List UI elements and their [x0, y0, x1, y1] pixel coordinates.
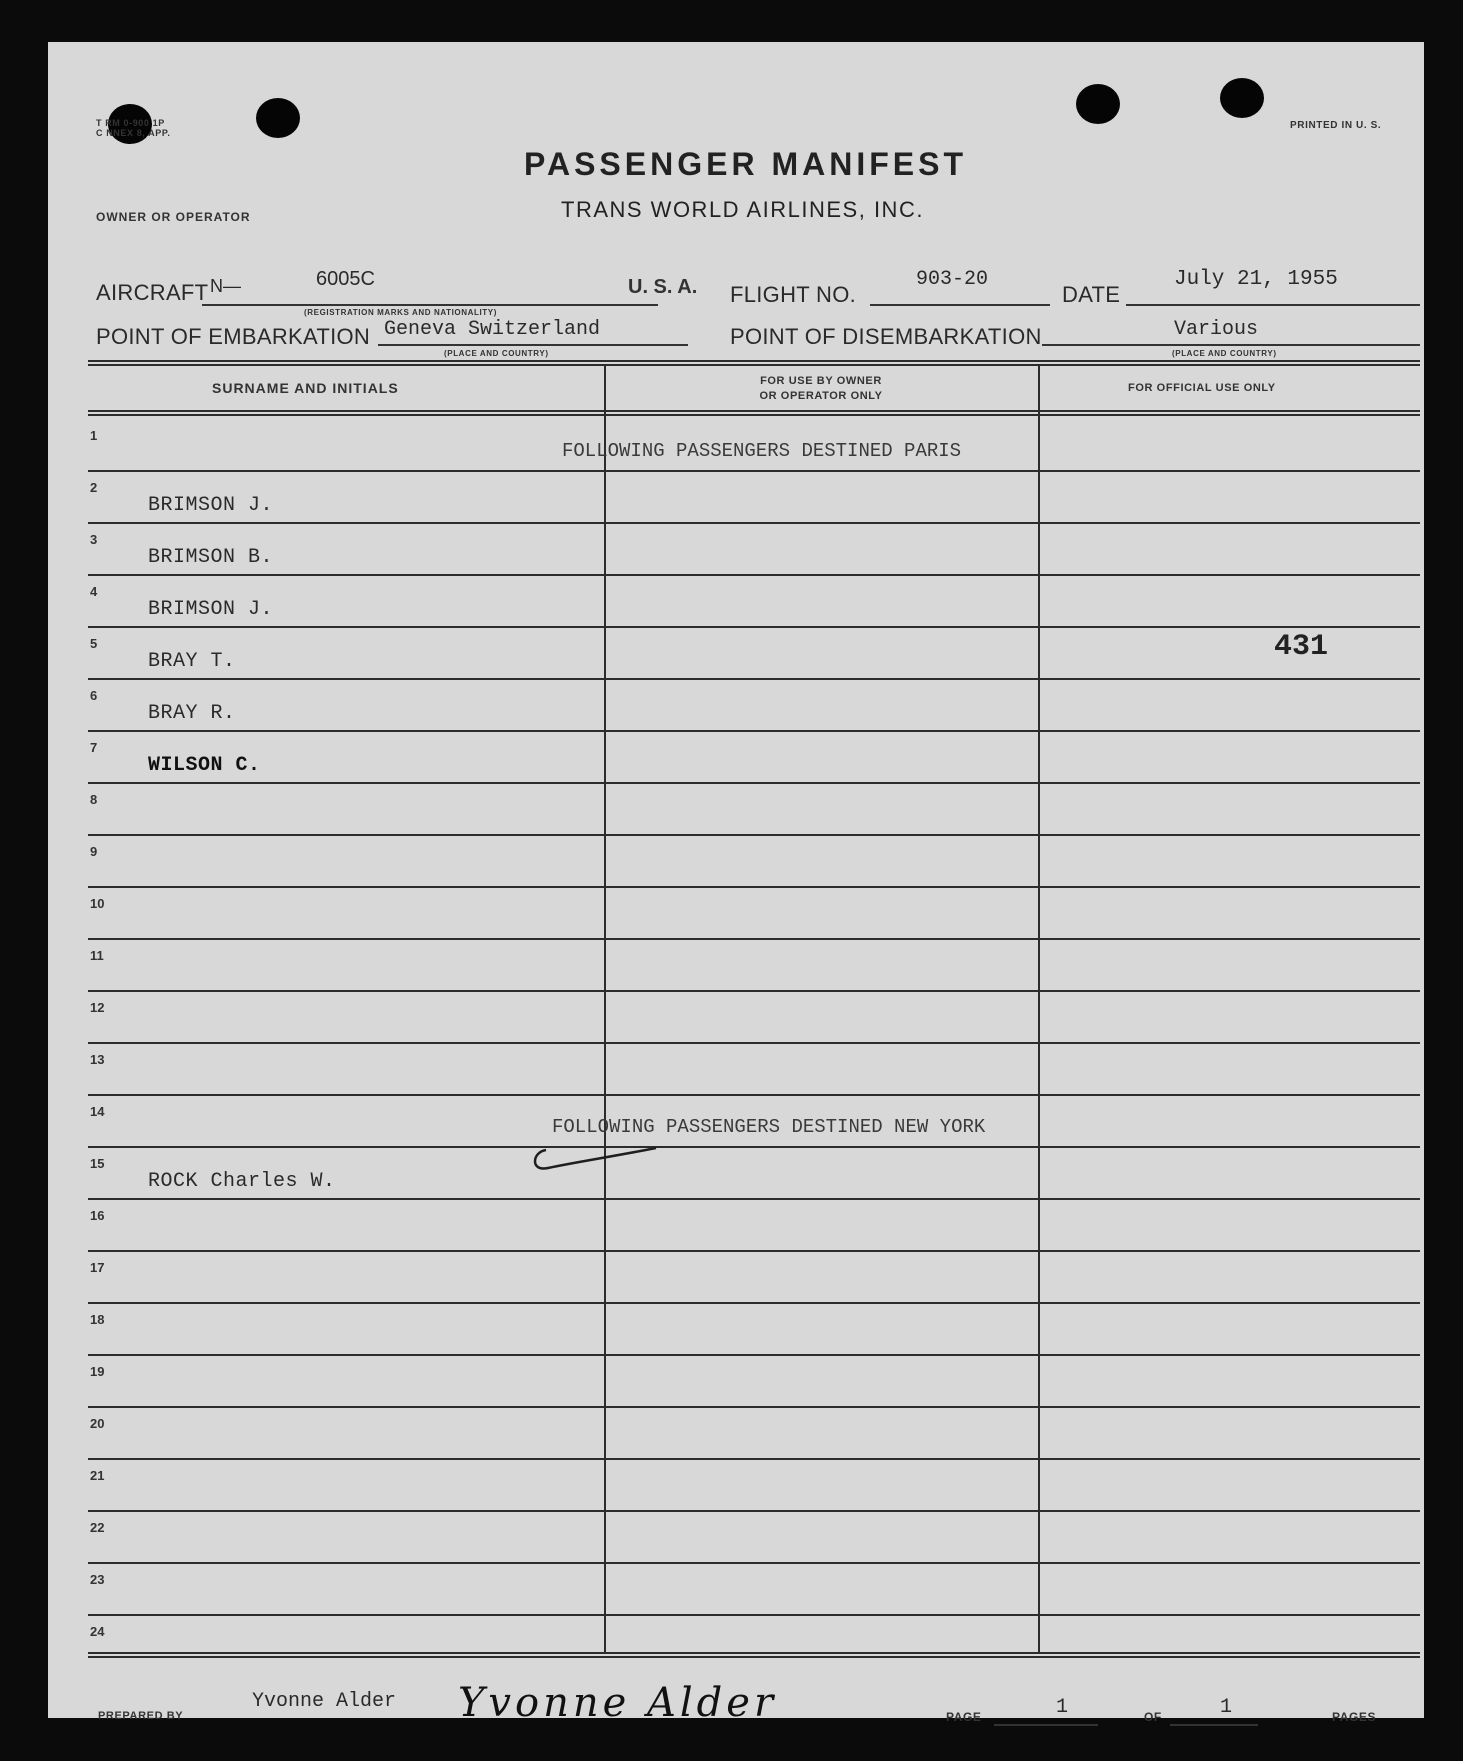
punch-hole-icon [1076, 84, 1120, 124]
disembarkation-note: (PLACE AND COUNTRY) [1172, 349, 1277, 358]
date-label: DATE [1062, 282, 1121, 307]
row-number: 17 [90, 1260, 105, 1275]
printed-in-usa: PRINTED IN U. S. [1290, 120, 1382, 131]
row-number: 16 [90, 1208, 105, 1223]
table-top-rule [88, 360, 1420, 366]
aircraft-prefix: N— [210, 276, 241, 296]
row-rule [88, 470, 1420, 472]
aircraft-underline [202, 304, 658, 306]
row-rule [88, 782, 1420, 784]
date-value: July 21, 1955 [1174, 268, 1338, 291]
prepared-by-typed: Yvonne Alder [252, 1690, 397, 1713]
row-number: 5 [90, 636, 98, 651]
row-number: 3 [90, 532, 98, 547]
passenger-name: BRIMSON J. [148, 494, 274, 517]
page-value: 1 [1056, 1696, 1069, 1719]
prepared-by-signature: Yvonne Alder [458, 1680, 778, 1726]
flight-underline [870, 304, 1050, 306]
row-rule [88, 626, 1420, 628]
table-bottom-rule [88, 1652, 1420, 1658]
note-paris: FOLLOWING PASSENGERS DESTINED PARIS [562, 440, 962, 462]
note-new-york: FOLLOWING PASSENGERS DESTINED NEW YORK [552, 1116, 986, 1138]
row-number: 23 [90, 1572, 105, 1587]
disembarkation-underline [1042, 344, 1420, 346]
row-rule [88, 1094, 1420, 1096]
date-underline [1126, 304, 1420, 306]
row-number: 14 [90, 1104, 105, 1119]
registration-note: (REGISTRATION MARKS AND NATIONALITY) [304, 308, 497, 317]
row-rule [88, 834, 1420, 836]
passenger-name: BRAY T. [148, 650, 236, 673]
embarkation-value: Geneva Switzerland [384, 318, 601, 341]
owner-use-line1: FOR USE BY OWNER [760, 375, 882, 387]
page-label: PAGE [946, 1710, 982, 1724]
form-reference [96, 118, 170, 138]
row-number: 18 [90, 1312, 105, 1327]
row-rule [88, 1250, 1420, 1252]
row-rule [88, 522, 1420, 524]
row-rule [88, 730, 1420, 732]
row-number: 2 [90, 480, 98, 495]
passenger-name: BRIMSON J. [148, 598, 274, 621]
row-rule [88, 938, 1420, 940]
row-number: 6 [90, 688, 98, 703]
disembarkation-value: Various [1174, 318, 1259, 341]
row-number: 12 [90, 1000, 105, 1015]
row-rule [88, 1354, 1420, 1356]
row-number: 7 [90, 740, 98, 755]
table-header-bottom-rule [88, 410, 1420, 416]
of-label: OF [1144, 1710, 1162, 1724]
row-number: 4 [90, 584, 98, 599]
column-header-owner-use [604, 374, 1038, 404]
checkmark-icon [526, 1142, 666, 1182]
usa-label: U. S. A. [628, 276, 698, 298]
row-number: 1 [90, 428, 98, 443]
row-rule [88, 1458, 1420, 1460]
punch-hole-icon [256, 98, 300, 138]
embarkation-label: POINT OF EMBARKATION [96, 324, 371, 349]
embarkation-note: (PLACE AND COUNTRY) [444, 349, 549, 358]
row-number: 11 [90, 948, 104, 963]
pages-label: PAGES [1332, 1710, 1377, 1724]
aircraft-label: AIRCRAFT [96, 280, 209, 305]
owner-operator-label: OWNER OR OPERATOR [96, 210, 251, 224]
official-number: 431 [1274, 630, 1329, 664]
form-ref-line1: T RM 0-900 1P [96, 118, 165, 128]
flight-no-label: FLIGHT NO. [730, 282, 857, 307]
row-number: 13 [90, 1052, 105, 1067]
row-number: 24 [90, 1624, 105, 1639]
row-rule [88, 1562, 1420, 1564]
of-underline [1170, 1724, 1258, 1726]
column-header-official: FOR OFFICIAL USE ONLY [1128, 382, 1276, 394]
passenger-name: BRAY R. [148, 702, 236, 725]
manifest-sheet [48, 42, 1424, 1726]
aircraft-value: 6005C [316, 268, 375, 290]
row-rule [88, 1198, 1420, 1200]
flight-no-value: 903-20 [916, 268, 989, 291]
row-rule [88, 1614, 1420, 1616]
page-title: PASSENGER MANIFEST [524, 146, 967, 182]
company-name: TRANS WORLD AIRLINES, INC. [561, 197, 924, 222]
row-number: 19 [90, 1364, 105, 1379]
row-number: 9 [90, 844, 98, 859]
passenger-name: WILSON C. [148, 754, 261, 777]
column-header-surname: SURNAME AND INITIALS [212, 380, 399, 396]
row-rule [88, 1406, 1420, 1408]
disembarkation-label: POINT OF DISEMBARKATION [730, 324, 1042, 349]
row-rule [88, 886, 1420, 888]
row-rule [88, 574, 1420, 576]
row-rule [88, 1042, 1420, 1044]
row-number: 21 [90, 1468, 105, 1483]
row-number: 15 [90, 1156, 105, 1171]
page-underline [994, 1724, 1098, 1726]
passenger-name: BRIMSON B. [148, 546, 274, 569]
passenger-name: ROCK Charles W. [148, 1170, 336, 1193]
row-number: 20 [90, 1416, 105, 1431]
row-rule [88, 1510, 1420, 1512]
of-value: 1 [1220, 1696, 1233, 1719]
punch-hole-icon [1220, 78, 1264, 118]
row-rule [88, 990, 1420, 992]
prepared-by-label: PREPARED BY [98, 1710, 184, 1722]
row-rule [88, 1146, 1420, 1148]
row-rule [88, 678, 1420, 680]
row-rule [88, 1302, 1420, 1304]
embarkation-underline [378, 344, 688, 346]
row-number: 10 [90, 896, 105, 911]
row-number: 22 [90, 1520, 105, 1535]
form-ref-line2: C NNEX 8, APP. [96, 128, 171, 138]
owner-use-line2: OR OPERATOR ONLY [759, 390, 883, 402]
row-number: 8 [90, 792, 98, 807]
